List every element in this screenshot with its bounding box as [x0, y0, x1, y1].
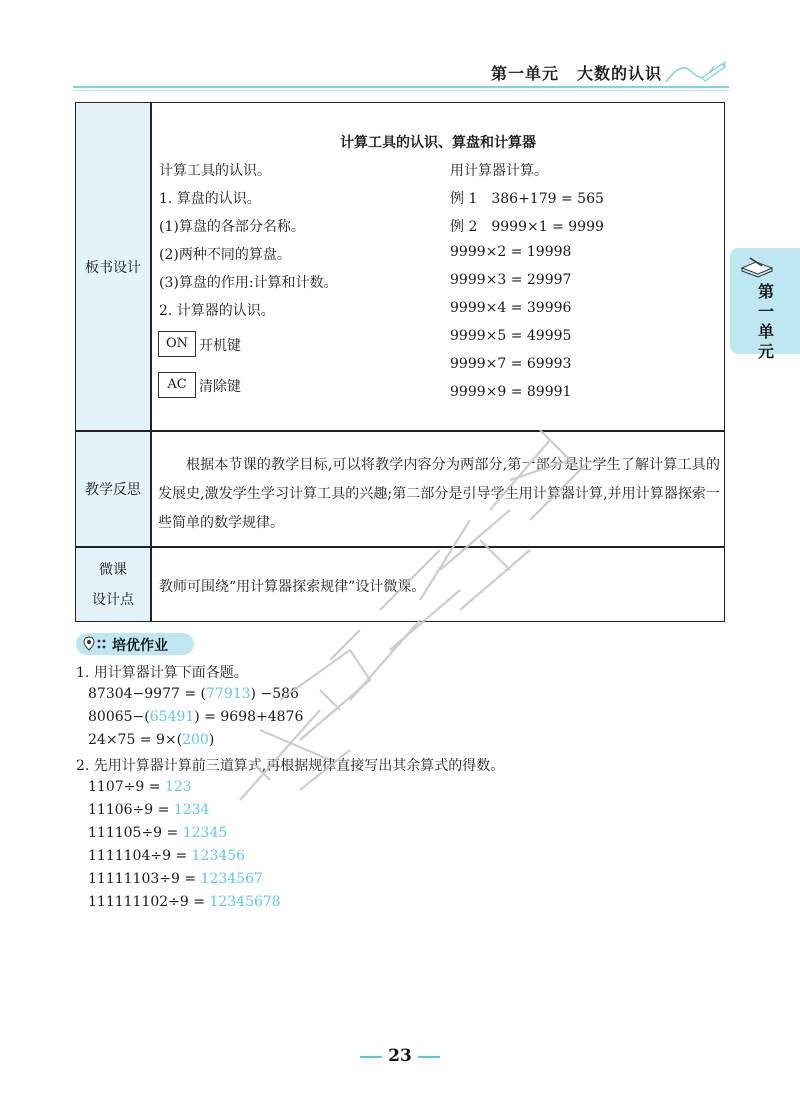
board-left-line: (2)两种不同的算盘。 — [159, 247, 291, 263]
reflection-label: 教学反思 — [85, 482, 141, 498]
answer-text: 123 — [164, 779, 192, 795]
equation-text: ) −586 — [250, 686, 299, 702]
question-2-line — [88, 779, 192, 795]
equation-text: 111105÷9 = — [88, 825, 183, 841]
board-right-line: 9999×9 = 89991 — [450, 384, 572, 400]
question-1-line — [88, 686, 299, 702]
page-number — [0, 1046, 800, 1066]
side-tab-char: 一 — [757, 302, 774, 321]
homework-badge — [76, 633, 194, 655]
homework-badge-label: 培优作业 — [112, 638, 168, 654]
answer-text: 123456 — [191, 848, 246, 864]
page-number-dash — [418, 1056, 440, 1058]
board-left-line: (3)算盘的作用:计算和计数。 — [159, 275, 338, 291]
equation-text: 111111102÷9 = — [88, 894, 210, 910]
question-2-line — [88, 848, 245, 864]
equation-text: 24×75 = 9×( — [88, 732, 183, 748]
board-left-line: 1. 算盘的认识。 — [159, 191, 261, 207]
header-topic: 大数的认识 — [576, 64, 662, 83]
page-header-title — [491, 61, 662, 84]
calculator-key-ac: AC — [158, 372, 196, 398]
board-left-line: (1)算盘的各部分名称。 — [159, 219, 305, 235]
answer-text: 12345678 — [209, 894, 281, 910]
side-tab-char: 元 — [757, 342, 774, 361]
board-right-line: 用计算器计算。 — [450, 163, 548, 179]
answer-text: 1234 — [173, 802, 210, 818]
board-right-line: 9999×4 = 39996 — [450, 300, 572, 316]
micro-label-line: 设计点 — [92, 591, 134, 608]
board-label: 板书设计 — [85, 259, 141, 276]
question-2-line — [88, 825, 227, 841]
board-left-line: 计算工具的认识。 — [159, 163, 271, 179]
table-row-divider — [75, 430, 725, 432]
question-2-line — [88, 894, 281, 910]
board-right-line: 例 2 9999×1 = 9999 — [450, 219, 604, 235]
side-tab-char: 单 — [757, 322, 774, 341]
table-column-divider — [150, 102, 152, 622]
equation-text: ) = 9698+4876 — [194, 709, 304, 725]
page-number-dash — [360, 1056, 382, 1058]
reflection-text: 根据本节课的教学目标,可以将教学内容分为两部分,第一部分是让学生了解计算工具的发展史,激发学生学习计算工具的兴趣;第二部分是引导学生用计算器计算,并用计算器探索一些简单的数学规律。 — [158, 457, 720, 531]
table-row-divider — [75, 546, 725, 548]
board-right-line: 例 1 386+179 = 565 — [450, 191, 604, 207]
question-2-line — [88, 802, 209, 818]
equation-text: 87304−9977 = ( — [88, 686, 206, 702]
key-description: 开机键 — [199, 338, 241, 354]
equation-text: 11111103÷9 = — [88, 871, 201, 887]
question-1-line — [88, 732, 214, 748]
board-right-line: 9999×5 = 49995 — [450, 328, 572, 344]
question-2-line — [88, 871, 263, 887]
question-2-title: 2. 先用计算器计算前三道算式,再根据规律直接写出其余算式的得数。 — [76, 758, 505, 774]
question-1-line — [88, 709, 303, 725]
micro-label-line: 微课 — [99, 561, 127, 578]
micro-lesson-text: 教师可围绕“用计算器探索规律”设计微课。 — [159, 579, 426, 595]
location-pin-icon — [82, 636, 108, 652]
answer-text: 65491 — [149, 709, 195, 725]
answer-text: 200 — [182, 732, 209, 748]
board-right-line: 9999×7 = 69993 — [450, 356, 572, 372]
equation-text: 1111104÷9 = — [88, 848, 192, 864]
header-unit: 第一单元 — [490, 64, 559, 83]
side-tab-text — [746, 282, 786, 362]
page-number-value: 23 — [388, 1046, 412, 1066]
question-1-title: 1. 用计算器计算下面各题。 — [76, 665, 248, 681]
board-right-line: 9999×3 = 29997 — [450, 272, 572, 288]
board-right-line: 9999×2 = 19998 — [450, 244, 572, 260]
lesson-table — [75, 102, 725, 622]
board-title: 计算工具的认识、算盘和计算器 — [340, 135, 536, 151]
pencil-deco-icon — [662, 58, 728, 86]
equation-text: ) — [208, 732, 215, 748]
equation-text: 80065−( — [88, 709, 150, 725]
answer-text: 12345 — [182, 825, 228, 841]
side-tab-char: 第 — [757, 282, 774, 301]
unit-side-tab — [730, 248, 800, 361]
header-rule — [73, 86, 729, 88]
book-icon — [740, 254, 774, 278]
board-left-line: 2. 计算器的认识。 — [159, 303, 275, 319]
calculator-key-on: ON — [158, 331, 196, 357]
answer-text: 1234567 — [200, 871, 263, 887]
header-rule-thin — [73, 90, 729, 91]
equation-text: 1107÷9 = — [88, 779, 165, 795]
equation-text: 11106÷9 = — [88, 802, 174, 818]
answer-text: 77913 — [206, 686, 251, 702]
key-description: 清除键 — [199, 379, 241, 395]
